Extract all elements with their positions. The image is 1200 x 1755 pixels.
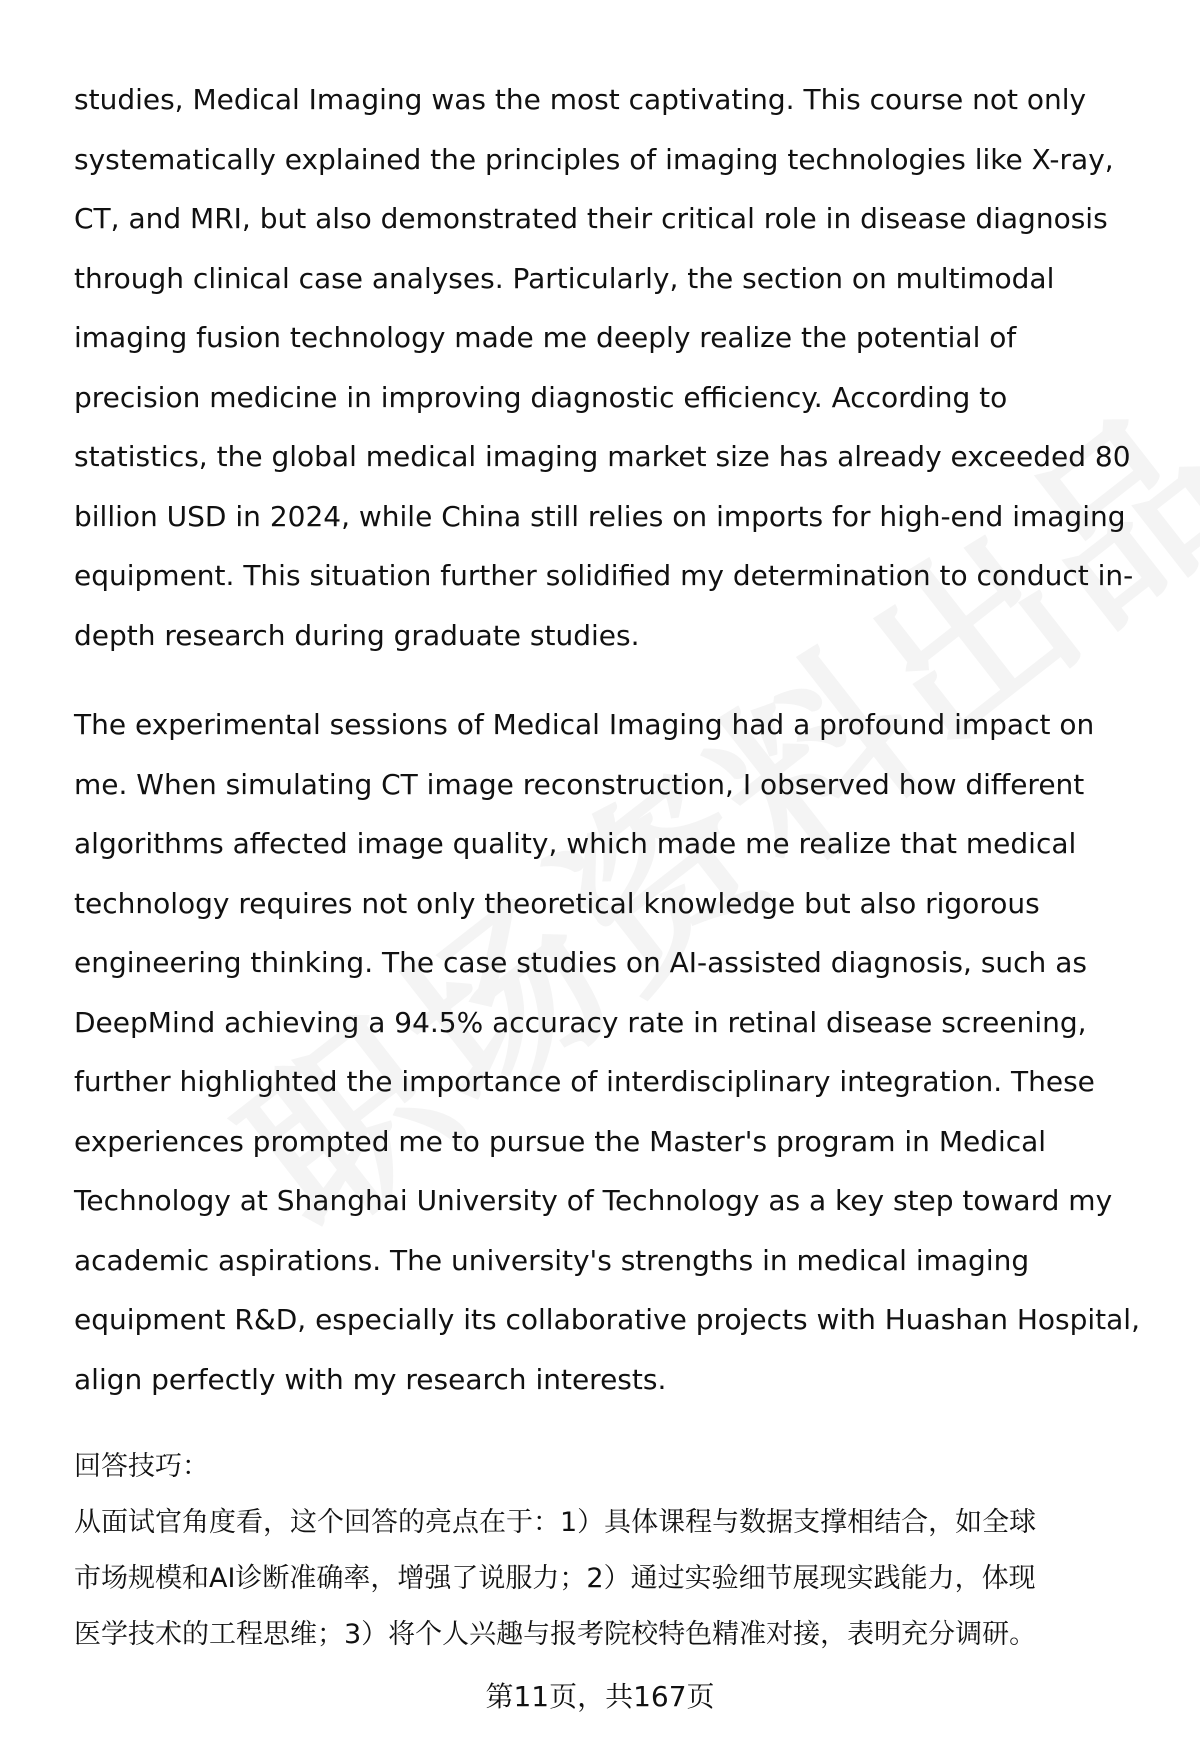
- text-line: imaging fusion technology made me deeply realize the potential of: [74, 321, 1017, 354]
- text-line: technology requires not only theoretical knowledge but also rigorous: [74, 886, 1040, 920]
- text-line: The experimental sessions of Medical Imaging had a profound impact on: [74, 708, 1095, 741]
- text-line: me. When simulating CT image reconstruction, I observed how different: [74, 767, 1085, 801]
- text-line: statistics, the global medical imaging market size has already exceeded 80: [74, 440, 1131, 473]
- text-line: depth research during graduate studies.: [74, 618, 640, 652]
- text-line: algorithms affected image quality, which made me realize that medical: [74, 827, 1077, 860]
- page-number: 第11页，共167页: [485, 1680, 715, 1713]
- answer-tips: [74, 1439, 1154, 1663]
- paragraph-1: [74, 70, 1154, 665]
- text-line: equipment R&D, especially its collaborative projects with Huashan Hospital,: [74, 1303, 1140, 1336]
- paragraph-2: [74, 695, 1154, 1409]
- tips-line: 从面试官角度看，这个回答的亮点在于：1）具体课程与数据支撑相结合，如全球: [74, 1507, 1037, 1538]
- text-line: experiences prompted me to pursue the Master's program in Medical: [74, 1124, 1047, 1158]
- text-line: DeepMind achieving a 94.5% accuracy rate in retinal disease screening,: [74, 1005, 1087, 1039]
- text-line: equipment. This situation further solidified my determination to conduct in-: [74, 559, 1134, 592]
- text-line: further highlighted the importance of interdisciplinary integration. These: [74, 1065, 1095, 1098]
- text-line: engineering thinking. The case studies on AI-assisted diagnosis, such as: [74, 946, 1087, 979]
- text-line: academic aspirations. The university's strengths in medical imaging: [74, 1243, 1030, 1277]
- tips-line: 市场规模和AI诊断准确率，增强了说服力；2）通过实验细节展现实践能力，体现: [74, 1563, 1036, 1594]
- text-line: through clinical case analyses. Particularly, the section on multimodal: [74, 261, 1055, 295]
- text-line: systematically explained the principles of imaging technologies like X-ray,: [74, 142, 1114, 176]
- text-line: billion USD in 2024, while China still relies on imports for high-end imaging: [74, 499, 1126, 533]
- text-line: precision medicine in improving diagnostic efficiency. According to: [74, 380, 1008, 414]
- tips-line: 医学技术的工程思维；3）将个人兴趣与报考院校特色精准对接，表明充分调研。: [74, 1619, 1037, 1650]
- text-line: align perfectly with my research interests.: [74, 1362, 667, 1396]
- text-line: Technology at Shanghai University of Technology as a key step toward my: [74, 1184, 1113, 1217]
- text-line: CT, and MRI, but also demonstrated their critical role in disease diagnosis: [74, 202, 1108, 235]
- tips-heading: 回答技巧：: [74, 1451, 209, 1482]
- text-line: studies, Medical Imaging was the most captivating. This course not only: [74, 83, 1087, 116]
- document-body: [74, 70, 1154, 1663]
